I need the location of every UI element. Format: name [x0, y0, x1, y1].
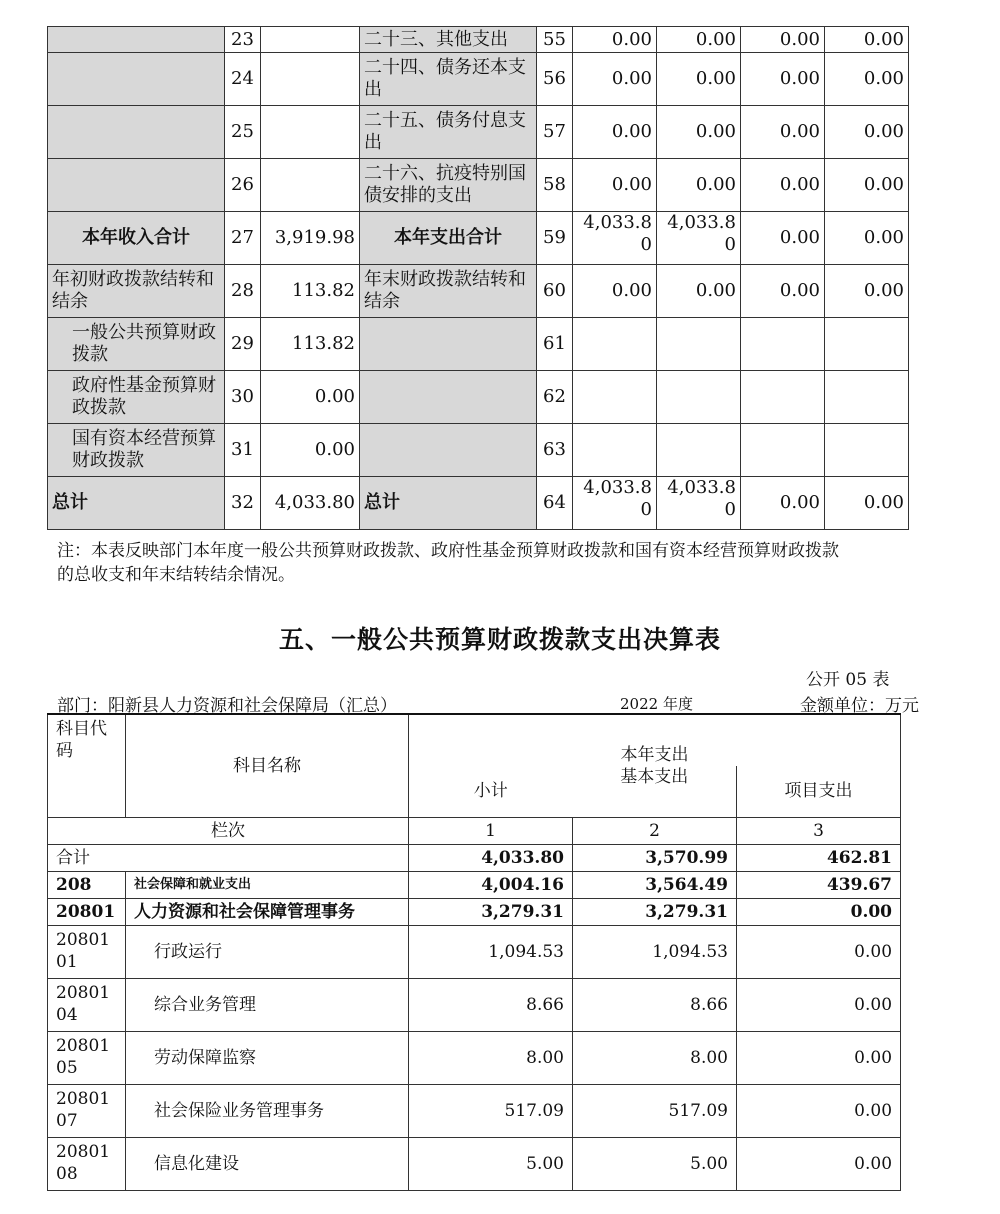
income-row-no: 24: [225, 53, 261, 106]
income-item-cell: 年初财政拨款结转和结余: [48, 265, 225, 318]
expense-fund: 0.00: [741, 212, 825, 265]
basic-value: 3,564.49: [573, 871, 737, 898]
table-row: [48, 318, 909, 371]
income-row-no: 31: [225, 424, 261, 477]
subject-code: 2080101: [48, 925, 126, 978]
header-code: 科目代码: [48, 714, 126, 817]
expense-fund: 0.00: [741, 106, 825, 159]
basic-value: 8.66: [573, 978, 737, 1031]
department-label: 部门：阳新县人力资源和社会保障局（汇总）: [57, 696, 397, 716]
income-row-no: 29: [225, 318, 261, 371]
expense-general: 4,033.80: [657, 212, 741, 265]
table-row: [48, 871, 901, 898]
income-amount: [261, 106, 360, 159]
expense-row-no: 59: [537, 212, 573, 265]
subject-name: 社会保障和就业支出: [126, 871, 409, 898]
expense-state-capital: 0.00: [825, 106, 909, 159]
project-value: 0.00: [737, 898, 901, 925]
expense-general: 0.00: [657, 159, 741, 212]
income-row-no: 27: [225, 212, 261, 265]
subject-code: 2080105: [48, 1031, 126, 1084]
income-item-cell: [48, 53, 225, 106]
expense-total: [573, 424, 657, 477]
table-row: [48, 925, 901, 978]
total-project: 462.81: [737, 844, 901, 871]
expense-row-no: 61: [537, 318, 573, 371]
expense-item-cell: [360, 371, 537, 424]
subject-code: 2080104: [48, 978, 126, 1031]
header-basic: 基本支出: [573, 766, 737, 817]
subtotal-value: 8.00: [409, 1031, 573, 1084]
header-project: 项目支出: [737, 766, 901, 817]
expense-total: [573, 371, 657, 424]
expense-total-label: 本年支出合计: [360, 212, 537, 265]
expense-item-cell: 年末财政拨款结转和结余: [360, 265, 537, 318]
table-row: [48, 1031, 901, 1084]
expense-row-no: 64: [537, 477, 573, 530]
basic-value: 3,279.31: [573, 898, 737, 925]
expense-grand-total-label: 总计: [360, 477, 537, 530]
fiscal-year: 2022 年度: [620, 695, 693, 713]
header-column-no: 栏次: [48, 817, 409, 844]
table-row: [48, 371, 909, 424]
subject-code: 20801: [48, 898, 126, 925]
expense-general: 0.00: [657, 265, 741, 318]
expense-fund: 0.00: [741, 477, 825, 530]
subtotal-value: 3,279.31: [409, 898, 573, 925]
subject-code: 2080108: [48, 1137, 126, 1190]
expense-total: 0.00: [573, 159, 657, 212]
table-row: [48, 1137, 901, 1190]
subject-name: 人力资源和社会保障管理事务: [126, 898, 409, 925]
subject-code: 208: [48, 871, 126, 898]
table-row: [48, 159, 909, 212]
table-row: [48, 265, 909, 318]
project-value: 0.00: [737, 978, 901, 1031]
expense-state-capital: 0.00: [825, 53, 909, 106]
expense-general: 4,033.80: [657, 477, 741, 530]
project-value: 0.00: [737, 1084, 901, 1137]
income-amount: 3,919.98: [261, 212, 360, 265]
income-amount: 4,033.80: [261, 477, 360, 530]
grand-total-label: 总计: [48, 477, 225, 530]
expense-row-no: 56: [537, 53, 573, 106]
income-row-no: 26: [225, 159, 261, 212]
column-no-3: 3: [737, 817, 901, 844]
form-number: 公开 05 表: [806, 670, 890, 690]
expense-state-capital: [825, 424, 909, 477]
expense-item-cell: [360, 424, 537, 477]
basic-value: 1,094.53: [573, 925, 737, 978]
income-item-cell: [48, 106, 225, 159]
expense-state-capital: 0.00: [825, 265, 909, 318]
header-name: 科目名称: [126, 714, 409, 817]
expense-item-cell: 二十五、债务付息支出: [360, 106, 537, 159]
expense-total: 0.00: [573, 106, 657, 159]
subject-name: 信息化建设: [126, 1137, 409, 1190]
table-row: [48, 424, 909, 477]
expense-item-cell: 二十四、债务还本支出: [360, 53, 537, 106]
income-row-no: 25: [225, 106, 261, 159]
expense-fund: 0.00: [741, 159, 825, 212]
subtotal-value: 8.66: [409, 978, 573, 1031]
subtotal-value: 1,094.53: [409, 925, 573, 978]
subtotal-value: 517.09: [409, 1084, 573, 1137]
income-amount: 113.82: [261, 318, 360, 371]
general-budget-expenditure-table: [47, 713, 901, 1191]
table-note: 注：本表反映部门本年度一般公共预算财政拨款、政府性基金预算财政拨款和国有资本经营预算财政拨款的总收支和年末结转结余情况。: [57, 541, 839, 585]
income-row-no: 30: [225, 371, 261, 424]
column-no-1: 1: [409, 817, 573, 844]
basic-value: 517.09: [573, 1084, 737, 1137]
income-item-cell: 国有资本经营预算财政拨款: [48, 424, 225, 477]
table-row: [48, 212, 909, 265]
income-item-cell: [48, 27, 225, 53]
subtotal-value: 5.00: [409, 1137, 573, 1190]
table-row: [48, 477, 909, 530]
expense-fund: 0.00: [741, 265, 825, 318]
subject-name: 行政运行: [126, 925, 409, 978]
subject-code: 2080107: [48, 1084, 126, 1137]
expense-total: 0.00: [573, 27, 657, 53]
expense-item-cell: [360, 318, 537, 371]
project-value: 0.00: [737, 925, 901, 978]
expense-general: [657, 424, 741, 477]
amount-unit: 金额单位：万元: [800, 696, 919, 716]
expense-row-no: 62: [537, 371, 573, 424]
revenue-expenditure-table: [47, 26, 909, 530]
expense-state-capital: [825, 371, 909, 424]
income-row-no: 28: [225, 265, 261, 318]
income-total-label: 本年收入合计: [48, 212, 225, 265]
basic-value: 5.00: [573, 1137, 737, 1190]
expense-total: 0.00: [573, 265, 657, 318]
expense-row-no: 58: [537, 159, 573, 212]
expense-item-cell: 二十三、其他支出: [360, 27, 537, 53]
expense-general: 0.00: [657, 106, 741, 159]
expense-state-capital: 0.00: [825, 27, 909, 53]
income-amount: 0.00: [261, 424, 360, 477]
expense-fund: [741, 318, 825, 371]
income-amount: [261, 27, 360, 53]
total-basic: 3,570.99: [573, 844, 737, 871]
expense-fund: 0.00: [741, 53, 825, 106]
total-label: 合计: [48, 844, 409, 871]
expense-general: 0.00: [657, 53, 741, 106]
income-row-no: 23: [225, 27, 261, 53]
income-amount: [261, 53, 360, 106]
column-no-2: 2: [573, 817, 737, 844]
income-row-no: 32: [225, 477, 261, 530]
table-row: [48, 1084, 901, 1137]
project-value: 0.00: [737, 1031, 901, 1084]
income-amount: 0.00: [261, 371, 360, 424]
table-row: [48, 53, 909, 106]
expense-fund: 0.00: [741, 27, 825, 53]
table-row: [48, 106, 909, 159]
header-this-year: 本年支出: [409, 714, 901, 766]
table-row: [48, 27, 909, 53]
income-amount: [261, 159, 360, 212]
subject-name: 社会保险业务管理事务: [126, 1084, 409, 1137]
header-subtotal: 小计: [409, 766, 573, 817]
expense-row-no: 63: [537, 424, 573, 477]
expense-state-capital: 0.00: [825, 159, 909, 212]
expense-general: 0.00: [657, 27, 741, 53]
total-subtotal: 4,033.80: [409, 844, 573, 871]
expense-row-no: 60: [537, 265, 573, 318]
subject-name: 综合业务管理: [126, 978, 409, 1031]
expense-general: [657, 318, 741, 371]
project-value: 0.00: [737, 1137, 901, 1190]
subject-name: 劳动保障监察: [126, 1031, 409, 1084]
income-item-cell: 政府性基金预算财政拨款: [48, 371, 225, 424]
income-item-cell: [48, 159, 225, 212]
table-row: [48, 978, 901, 1031]
expense-general: [657, 371, 741, 424]
expense-item-cell: 二十六、抗疫特别国债安排的支出: [360, 159, 537, 212]
expense-total: [573, 318, 657, 371]
table-row: [48, 898, 901, 925]
expense-state-capital: [825, 318, 909, 371]
basic-value: 8.00: [573, 1031, 737, 1084]
total-row: [48, 844, 901, 871]
expense-fund: [741, 371, 825, 424]
section-title: 五、一般公共预算财政拨款支出决算表: [278, 625, 721, 654]
expense-total: 4,033.80: [573, 477, 657, 530]
expense-total: 0.00: [573, 53, 657, 106]
expense-state-capital: 0.00: [825, 212, 909, 265]
subtotal-value: 4,004.16: [409, 871, 573, 898]
expense-row-no: 57: [537, 106, 573, 159]
header-row: [48, 714, 901, 766]
expense-total: 4,033.80: [573, 212, 657, 265]
project-value: 439.67: [737, 871, 901, 898]
income-item-cell: 一般公共预算财政拨款: [48, 318, 225, 371]
expense-state-capital: 0.00: [825, 477, 909, 530]
income-amount: 113.82: [261, 265, 360, 318]
expense-row-no: 55: [537, 27, 573, 53]
expense-fund: [741, 424, 825, 477]
column-number-row: [48, 817, 901, 844]
